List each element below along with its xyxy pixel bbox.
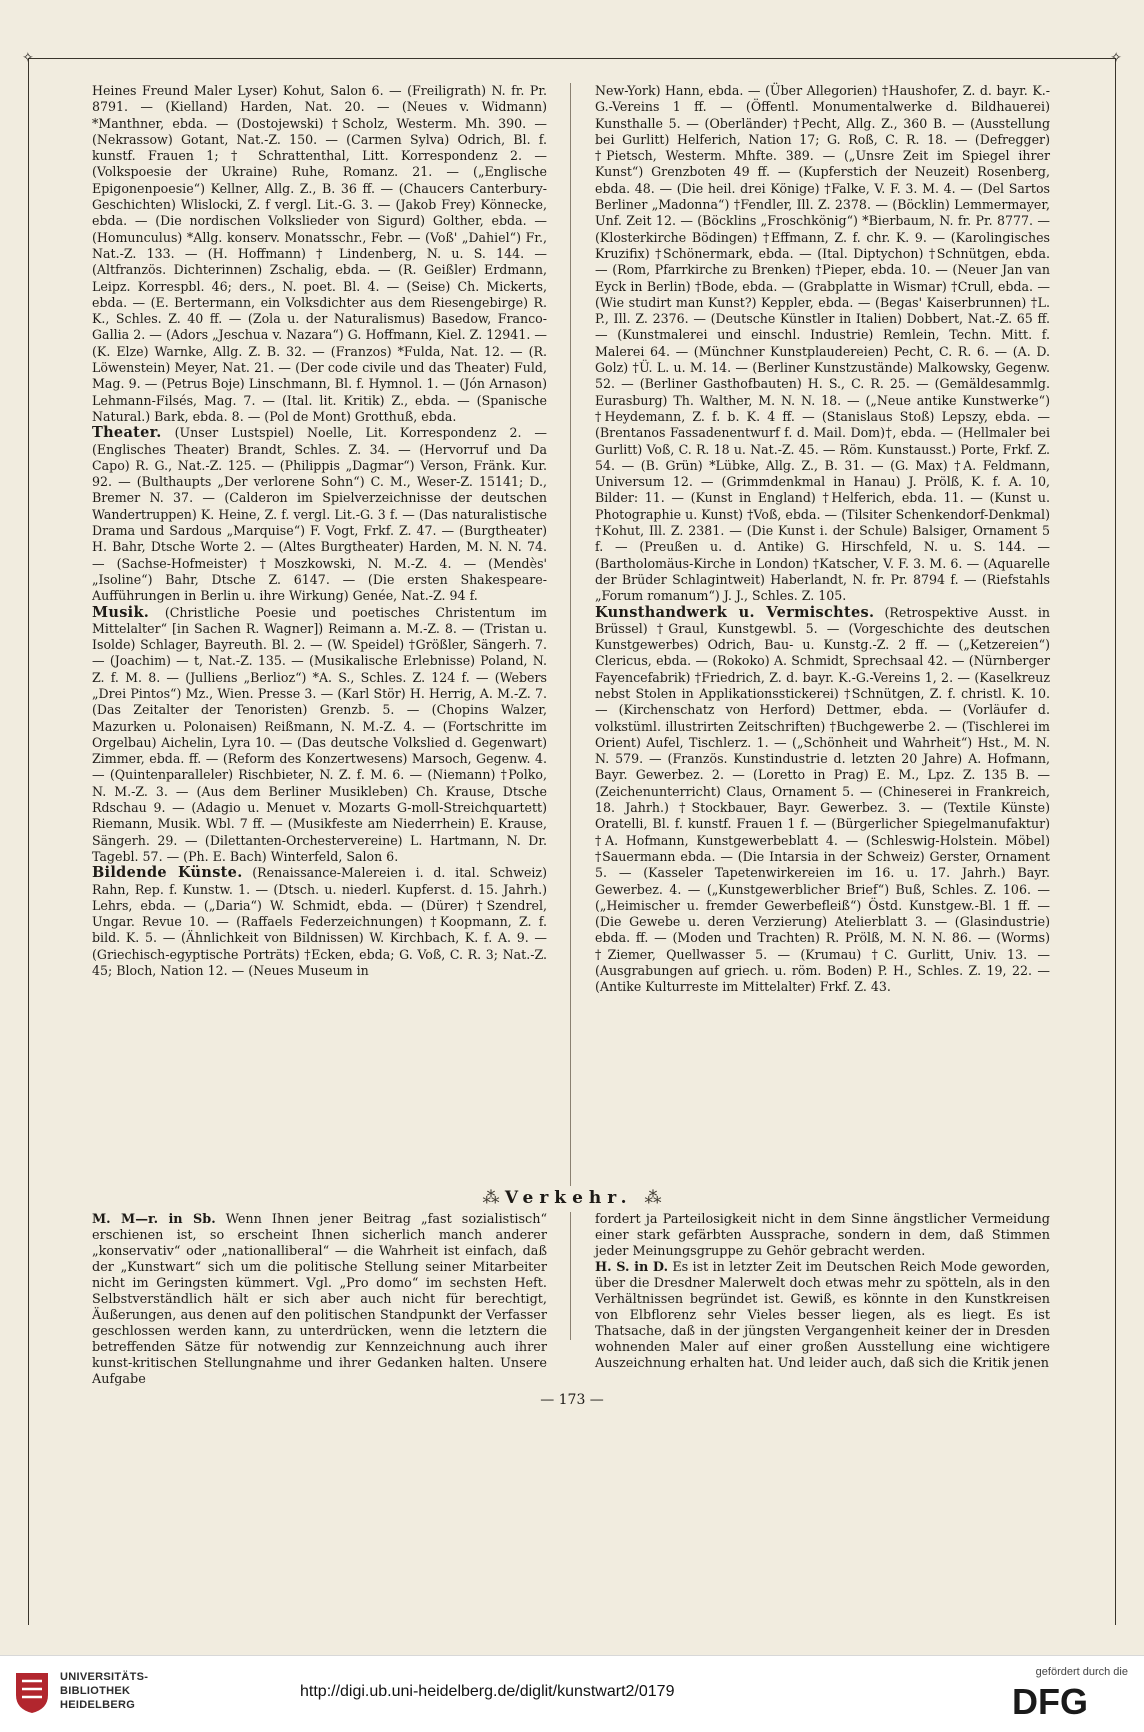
verkehr-right-column <box>595 1212 1051 1371</box>
letter-reply-paragraph <box>92 1212 547 1388</box>
verkehr-column-divider <box>570 1212 571 1340</box>
heading-ornament-left-icon: ⁂ <box>482 1188 505 1208</box>
dfg-logo-icon <box>1010 1680 1128 1720</box>
institution-line-3: HEIDELBERG <box>60 1699 136 1711</box>
letter-reply-paragraph <box>595 1260 1050 1372</box>
entry-text: (Retrospektive Ausst. in Brüssel) †Graul, Kunstgewbl. 5. — (Vorgeschichte des deutschen Kunstgewerbes) Odrich, Bau- u. Kunstg.-Z. 2 ff. — („Ketzereien“) Clericus, ebda. — (Rokoko) A. Schmidt, Sprechsaal 42. — (Nürnberger Fayencefabrik) †Friedrich, Z. d. bayr. K.-G.-Vereins 1, 2. — (Kaselkreuz nebst Stolen in Applikationsstickerei) †Schnütgen, Z. f. christl. K. 10. — (Kirchenschatz von Herford) Dettmer, ebda. — (Vorläufer d. volkstüml. illustrirten Zeitschriften) †Buchgewerbe 2. — (Tischlerei im Orient) Aufel, Tischlerz. 1. — („Schönheit und Wahrheit“) Hst., M. N. N. 579. — (Französ. Kunstindustrie d. letzten 20 Jahre) A. Hofmann, Bayr. Gewerbez. 2. — (Loretto in Prag) E. M., Lpz. Z. 135 B. — (Zeichenunterricht) Claus, Ornament 5. — (Chineserei in Frankreich, 18. Jahrh.) †Stockbauer, Bayr. Gewerbez. 3. — (Textile Künste) Oratelli, Bl. f. kunstf. Frauen 1 f. — (Bürgerlicher Spiegelmanufaktur) †A. Hofmann, Kunstgewerbeblatt 4. — (Schleswig-Holstein. Möbel) †Sauermann ebda. — (Die Intarsia in der Schweiz) Gerster, Ornament 5. — (Kasseler Tapetenwirkereien im 16. u. 17. Jahrh.) Bayr. Gewerbez. 4. — („Kunstgewerblicher Brief“) Buß, Schles. Z. 106. — („Heimischer u. fremder Gewerbefleiß“) Östd. Kunstgew.-Bl. 1 ff. — (Die Gewebe u. deren Verzierung) Atelierblatt 3. — (Glasindustrie) ebda. ff. — (Moden und Trachten) R. Prölß, M. N. N. 86. — (Worms) †Ziemer, Quellwasser 5. — (Krumau) †C. Gurlitt, Univ. 13. — (Ausgrabungen auf griech. u. röm. Boden) P. H., Schles. Z. 19, 22. — (Antike Kulturreste im Mittelalter) Frkf. Z. 43. <box>595 604 1051 995</box>
institution-name <box>60 1670 148 1712</box>
verkehr-left-column <box>92 1212 547 1387</box>
section-heading: Kunsthandwerk u. Vermischtes. <box>595 603 875 621</box>
funded-by-label: gefördert durch die <box>1035 1666 1128 1678</box>
corner-ornament-right: ✧ <box>1110 50 1122 66</box>
institution-line-1: UNIVERSITÄTS- <box>60 1671 149 1683</box>
page-frame-right-rule <box>1115 58 1116 1625</box>
reply-text: Es ist in letzter Zeit im Deutschen Reich Mode geworden, über die Dresdner Malerwelt doch etwas mehr zu spötteln, als in den Verhältnissen begründet ist. Gewiß, es könnte in den Kunstkreisen von Elbflorenz sehr Vieles besser liegen, als es liegt. Es ist Thatsache, daß in der jüngsten Vergangenheit keiner der in Dresden wohnenden Maler auf einer großen Ausstellung eine wichtigere Auszeichnung erhalten hat. Und leider auch, daß sich die Kritik jenen <box>595 1260 1051 1371</box>
entry-text: (Unser Lustspiel) Noelle, Lit. Korrespondenz 2. — (Englisches Theater) Brandt, Schles. Z. 34. — (Hervorruf und Da Capo) R. G., Nat.-Z. 125. — (Philippis „Dagmar“) Verson, Fränk. Kur. 92. — (Bulthaupts „Der verlorene Sohn“) C. M., Weser-Z. 15141; D., Bremer N. 37. — (Calderon im Spielverzeichnisse der deutschen Wandertruppen) K. Heine, Z. f. vergl. Lit.-G. 3 f. — (Das naturalistische Drama und Sardous „Marquise“) F. Vogt, Frkf. Z. 47. — (Burgtheater) H. Bahr, Dtsche Worte 2. — (Altes Burgtheater) Harden, M. N. N. 74. — (Sachse-Hofmeister) †Moszkowski, N. M.-Z. 4. — (Mendès' „Isoline“) Bahr, Dtsche Z. 6147. — (Die ersten Shakespeare-Aufführungen in Berlin u. ihre Wirkung) Genée, Nat.-Z. 94 f. <box>92 425 547 604</box>
university-seal-icon <box>12 1669 52 1715</box>
verkehr-heading-text: Verkehr. <box>504 1188 633 1208</box>
entry-paragraph <box>595 83 1050 605</box>
right-column <box>595 83 1050 1186</box>
corner-ornament-left: ✧ <box>22 50 34 66</box>
section-paragraph <box>595 605 1050 996</box>
addressee-label: M. M—r. in Sb. <box>92 1212 216 1227</box>
left-column <box>92 83 547 1186</box>
section-heading: Musik. <box>92 603 150 621</box>
column-divider <box>570 83 571 1186</box>
section-paragraph <box>92 605 547 866</box>
page-frame-left-rule <box>28 58 29 1625</box>
dfg-logo-text: DFG <box>1012 1681 1088 1722</box>
section-paragraph <box>92 425 547 604</box>
section-heading: Bildende Künste. <box>92 864 243 882</box>
page-number: — 173 — <box>540 1392 604 1408</box>
permalink-url[interactable]: http://digi.ub.uni-heidelberg.de/diglit/kunstwart2/0179 <box>300 1683 675 1700</box>
entry-text: (Renaissance-Malereien i. d. ital. Schweiz) Rahn, Rep. f. Kunstw. 1. — (Dtsch. u. niederl. Kupferst. d. 15. Jahrh.) Lehrs, ebda. — („Daria“) W. Schmidt, ebda. — (Dürer) †Szendrel, Ungar. Revue 10. — (Raffaels Federzeichnungen) †Koopmann, Z. f. bild. K. 5. — (Ähnlichkeit von Bildnissen) W. Kirchbach, K. f. A. 9. — (Griechisch-egyptische Porträts) †Ecken, ebda; G. Voß, C. R. 3; Nat.-Z. 45; Bloch, Nation 12. — (Neues Museum in <box>92 865 547 979</box>
viewer-footer <box>0 1655 1144 1732</box>
addressee-label: H. S. in D. <box>595 1260 669 1275</box>
entry-text: New-York) Hann, ebda. — (Über Allegorien) †Haushofer, Z. d. bayr. K.-G.-Vereins 1 ff. — (Öffentl. Monumentalwerke d. Bildhauerei) Kunsthalle 5. — (Oberländer) †Pecht, Allg. Z., 360 B. — (Ausstellung bei Gurlitt) Helferich, Nation 17; G. Roß, C. R. 18. — (Defregger) †Pietsch, Westerm. Mhfte. 389. — („Unsre Zeit im Spiegel ihrer Kunst“) Grenzboten 49 ff. — (Kupferstich der Neuzeit) Rosenberg, ebda. 48. — (Die heil. drei Könige) †Falke, V. F. 3. M. 4. — (Del Sartos Berliner „Madonna“) †Fendler, Ill. Z. 2378. — (Böcklin) Lemmermayer, Unf. Zeit 12. — (Böcklins „Froschkönig“) *Bierbaum, N. fr. Pr. 8777. — (Klosterkirche Bödingen) †Effmann, Z. f. chr. K. 9. — (Karolingisches Kruzifix) †Schönermark, ebda. — (Ital. Diptychon) †Schnütgen, ebda. — (Rom, Pfarrkirche zu Brenken) †Pieper, ebda. 10. — (Neuer Jan van Eyck in Berlin) †Bode, ebda. — (Grabplatte in Wismar) †Crull, ebda. — (Wie studirt man Kunst?) Keppler, ebda. — (Begas' Kaiserbrunnen) †L. P., Ill. Z. 2376. — (Deutsche Künstler in Italien) Dobbert, Nat.-Z. 65 ff. — (Kunstmalerei und einschl. Industrie) Remlein, Techn. Mitt. f. Malerei 64. — (Münchner Kunstplaudereien) Pecht, C. R. 6. — (A. D. Golz) †Ü. L. u. M. 14. — (Berliner Kunstzustände) Malkowsky, Gegenw. 52. — (Berliner Gasthofbauten) H. S., C. R. 25. — (Gemäldesammlg. Eurasburg) Th. Walther, M. N. N. 18. — („Neue antike Kunstwerke“) †Heydemann, Z. f. b. K. 4 ff. — (Stanislaus Stoß) Lepszy, ebda. — (Brentanos Fassadenentwurf f. d. Mail. Dom)†, ebda. — (Hellmaler bei Gurlitt) Voß, C. R. 18 u. Nat.-Z. 45. — Röm. Kunstausst.) Porte, Frkf. Z. 54. — (B. Grün) *Lübke, Allg. Z., B. 31. — (G. Max) †A. Feldmann, Universum 12. — (Grimmdenkmal in Hanau) J. Prölß, K. f. A. 10, Bilder: 11. — (Kunst in England) †Helferich, ebda. 11. — (Kunst u. Photographie u. Kunst) †Voß, ebda. — (Tilsiter Schenkendorf-Denkmal) †Kohut, Ill. Z. 2381. — (Die Kunst i. der Schule) Balsiger, Ornament 5 f. — (Preußen u. d. Antike) G. Hirschfeld, N. u. S. 144. — (Bartholomäus-Kirche in London) †Katscher, V. F. 3. M. 6. — (Aquarelle der Brüder Schlagintweit) Haberlandt, N. fr. Pr. 8794 f. — (Riefstahls „Forum romanum“) J. J., Schles. Z. 105. <box>595 83 1050 604</box>
letter-reply-paragraph <box>595 1212 1050 1260</box>
verkehr-columns <box>92 1212 1052 1387</box>
page-frame-top-rule <box>28 58 1116 59</box>
entry-text: Heines Freund Maler Lyser) Kohut, Salon 6. — (Freiligrath) N. fr. Pr. 8791. — (Kielland) Harden, Nat. 20. — (Neues v. Widmann) *Manthner, ebda. — (Dostojewski) †Scholz, Westerm. Mh. 390. — (Nekrassow) Gotant, Nat.-Z. 150. — (Carmen Sylva) Odrich, Bl. f. kunstf. Frauen 1; † Schrattenthal, Litt. Korrespondenz 2. — (Volkspoesie der Ukraine) Ruhe, Romanz. 21. — („Englische Epigonenpoesie“) Kellner, Allg. Z., B. 36 ff. — (Chaucers Canterbury-Geschichten) Wlislocki, Z. f vergl. Lit.-G. 3. — (Jakob Frey) Könnecke, ebda. — (Die nordischen Volkslieder von Sigurd) Golther, ebda. — (Homunculus) *Allg. konserv. Monatsschr., Febr. — (Voß' „Dahiel“) Fr., Nat.-Z. 133. — (H. Hoffmann) † Lindenberg, N. u. S. 144. — (Altfranzös. Dichterinnen) Zschalig, ebda. — (R. Geißler) Erdmann, Leipz. Korrespbl. 46; ders., N. poet. Bl. 4. — (Seise) Ch. Mickerts, ebda. — (E. Bertermann, ein Volksdichter aus dem Riesengebirge) R. K., Schles. Z. 40 ff. — (Zola u. der Naturalismus) Basedow, Franco-Gallia 2. — (Adors „Jeschua v. Nazara“) G. Hoffmann, Kiel. Z. 12941. — (K. Elze) Warnke, Allg. Z. B. 32. — (Franzos) *Fulda, Nat. 12. — (R. Löwenstein) Meyer, Nat. 21. — (Der code civile und das Theater) Fuld, Mag. 9. — (Petrus Boje) Linschmann, Bl. f. Hymnol. 1. — (Jón Arnason) Lehmann-Filsés, Mag. 7. — (Ital. lit. Kritik) Z., ebda. — (Spanische Natural.) Bark, ebda. 8. — (Pol de Mont) Grotthuß, ebda. <box>92 83 547 424</box>
institution-line-2: BIBLIOTHEK <box>60 1685 131 1697</box>
verkehr-heading <box>92 1188 1052 1208</box>
entry-text: (Christliche Poesie und poetisches Christentum im Mittelalter“ [in Sachen R. Wagner]) Reimann a. M.-Z. 8. — (Tristan u. Isolde) Schlager, Bayreuth. Bl. 2. — (W. Speidel) †Größler, Sängerh. 7. — (Joachim) — t, Nat.-Z. 135. — (Musikalische Erlebnisse) Poland, N. Z. f. M. 8. — (Julliens „Berlioz“) *A. S., Schles. Z. 124 f. — (Webers „Drei Pintos“) Mz., Wien. Presse 3. — (Karl Stör) H. Herrig, A. M.-Z. 7. (Das Zeitalter der Tenoristen) Grenzb. 5. — (Chopins Walzer, Mazurken u. Polonaisen) Reißmann, N. M.-Z. 4. — (Fortschritte im Orgelbau) Aichelin, Lyra 10. — (Das deutsche Volkslied d. Gegenwart) Zimmer, ebda. ff. — (Reform des Konzertwesens) Marsoch, Gegenw. 4. — (Quintenparalleler) Rischbieter, N. Z. f. M. 6. — (Niemann) †Polko, N. M.-Z. 3. — (Aus dem Berliner Musikleben) Ch. Krause, Dtsche Rdschau 9. — (Adagio u. Menuet v. Mozarts G-moll-Streichquartett) Riemann, Musik. Wbl. 7 ff. — (Musikfeste am Niederrhein) E. Krause, Sängerh. 29. — (Dilettanten-Orchestervereine) L. Hartmann, N. Dr. Tagebl. 57. — (Ph. E. Bach) Winterfeld, Salon 6. <box>92 604 547 864</box>
section-paragraph <box>92 865 547 979</box>
section-heading: Theater. <box>92 424 162 442</box>
reply-text: Wenn Ihnen jener Beitrag „fast sozialistisch“ erschienen ist, so erscheint Ihnen sicherlich manch anderer „konservativ“ oder „nationalliberal“ — die Wahrheit ist einfach, daß der „Kunstwart“ sich um die politische Stellung seiner Mitarbeiter nicht im Geringsten kümmert. Vgl. „Pro domo“ im sechsten Heft. Selbstverständlich hält er sich aber auch nicht für berechtigt, Äußerungen, aus denen auf den politischen Standpunkt der Verfasser geschlossen werden kann, zu unterdrücken, wenn die letztern die betreffenden Sätze für notwendig zur Kennzeichnung auch ihrer kunst-kritischen Stellungnahme und ihrer Gedanken halten. Unsere Aufgabe <box>92 1212 547 1387</box>
heading-ornament-right-icon: ⁂ <box>644 1188 662 1208</box>
reply-text: fordert ja Parteilosigkeit nicht in dem Sinne ängstlicher Vermeidung einer stark gefärbten Aussprache, sondern in dem, daß Stimmen jeder Meinungsgruppe zu Gehör gebracht werden. <box>595 1212 1050 1259</box>
entry-paragraph <box>92 83 547 425</box>
bibliography-columns <box>92 83 1052 1186</box>
